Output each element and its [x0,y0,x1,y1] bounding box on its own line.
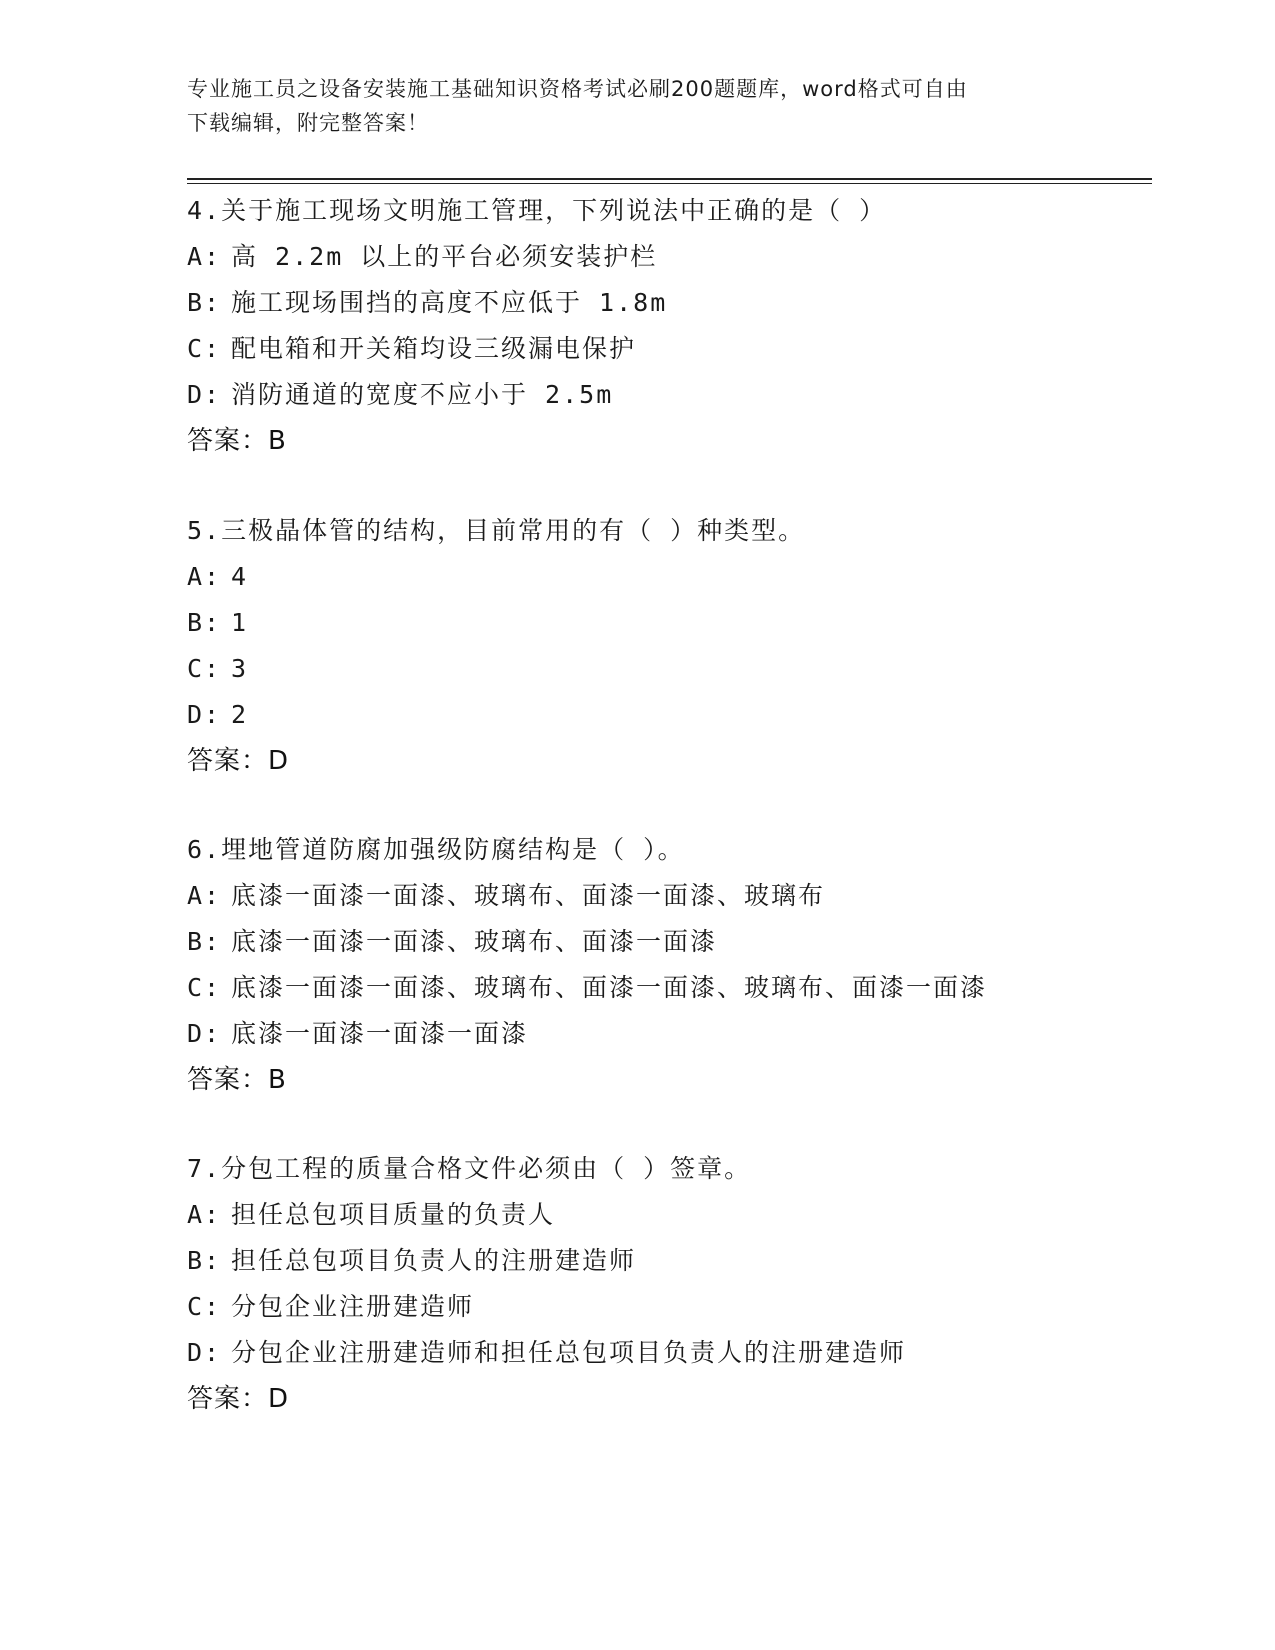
option-letter: C: [187,973,222,1002]
question-block [187,188,1167,464]
option-a [187,1192,1167,1238]
option-b [187,919,1167,965]
header-divider-thick [187,178,1152,180]
question-block [187,508,1167,784]
option-b [187,1238,1167,1284]
option-text: 担任总包项目负责人的注册建造师 [231,1246,637,1275]
option-text: 2 [231,700,249,729]
question-stem: 7.分包工程的质量合格文件必须由（ ）签章。 [187,1154,752,1183]
option-c [187,1284,1167,1330]
question-stem: 6.埋地管道防腐加强级防腐结构是（ ）。 [187,835,685,864]
option-letter: A: [187,1200,222,1229]
header-line-2: 下载编辑，附完整答案！ [187,111,429,135]
header-line-1: 专业施工员之设备安装施工基础知识资格考试必刷200题题库，word格式可自由 [187,77,968,101]
option-letter: D: [187,1338,222,1367]
option-letter: B: [187,927,222,956]
option-text: 4 [231,562,249,591]
option-letter: C: [187,654,222,683]
option-a [187,554,1167,600]
option-letter: C: [187,1292,222,1321]
option-text: 3 [231,654,249,683]
option-b [187,600,1167,646]
document-header [187,72,1067,140]
option-text: 分包企业注册建造师和担任总包项目负责人的注册建造师 [231,1338,907,1367]
option-letter: C: [187,334,222,363]
option-a [187,234,1167,280]
option-text: 底漆一面漆一面漆、玻璃布、面漆一面漆、玻璃布 [231,881,826,910]
option-d [187,1011,1167,1057]
option-letter: A: [187,881,222,910]
option-letter: D: [187,380,222,409]
header-divider-thin [187,183,1152,184]
option-text: 分包企业注册建造师 [231,1292,475,1321]
answer-line: 答案：B [187,1065,287,1095]
option-d [187,1330,1167,1376]
answer-line: 答案：D [187,1384,290,1414]
option-c [187,646,1167,692]
option-letter: A: [187,562,222,591]
option-text: 底漆一面漆一面漆、玻璃布、面漆一面漆、玻璃布、面漆一面漆 [231,973,988,1002]
option-c [187,965,1167,1011]
option-text: 高 2.2m 以上的平台必须安装护栏 [231,242,658,271]
question-block [187,1146,1167,1422]
option-d [187,372,1167,418]
option-letter: B: [187,1246,222,1275]
answer-line: 答案：D [187,746,290,776]
answer-line: 答案：B [187,426,287,456]
option-text: 1 [231,608,249,637]
option-text: 配电箱和开关箱均设三级漏电保护 [231,334,637,363]
option-d [187,692,1167,738]
option-letter: B: [187,288,222,317]
question-stem: 4.关于施工现场文明施工管理，下列说法中正确的是（ ） [187,196,887,225]
option-letter: A: [187,242,222,271]
option-text: 消防通道的宽度不应小于 2.5m [231,380,614,409]
option-b [187,280,1167,326]
option-c [187,326,1167,372]
option-text: 底漆一面漆一面漆、玻璃布、面漆一面漆 [231,927,718,956]
option-text: 底漆一面漆一面漆一面漆 [231,1019,529,1048]
question-block [187,827,1167,1103]
option-letter: B: [187,608,222,637]
option-a [187,873,1167,919]
option-letter: D: [187,1019,222,1048]
option-text: 施工现场围挡的高度不应低于 1.8m [231,288,668,317]
option-text: 担任总包项目质量的负责人 [231,1200,556,1229]
question-stem: 5.三极晶体管的结构，目前常用的有（ ）种类型。 [187,516,806,545]
option-letter: D: [187,700,222,729]
